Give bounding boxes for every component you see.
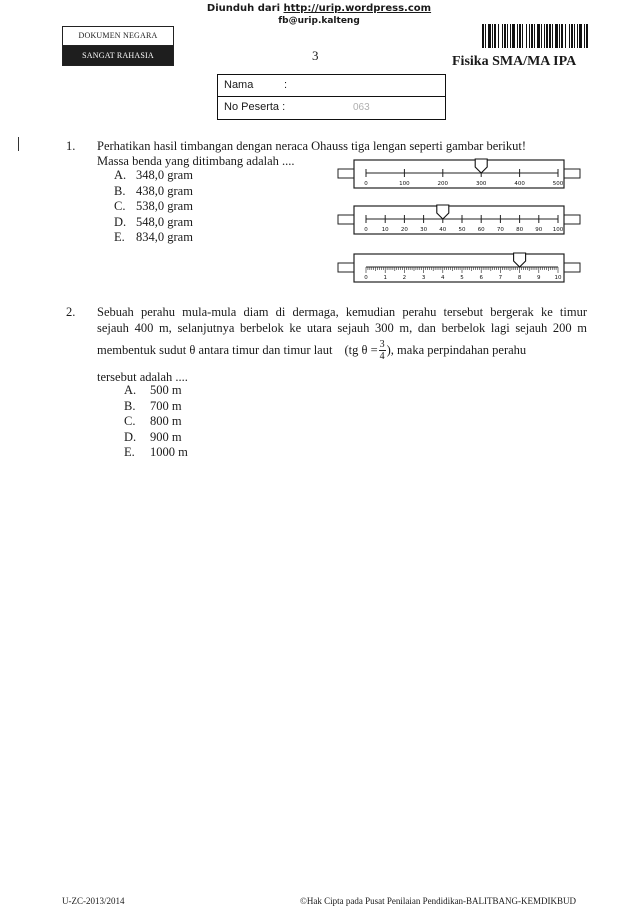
barcode-bar: [537, 24, 540, 48]
name-row: [218, 75, 445, 97]
barcode-bar: [574, 24, 575, 48]
barcode-bar: [549, 24, 551, 48]
barcode-bar: [512, 24, 515, 48]
barcode-bar: [569, 24, 570, 48]
q1-line2: Massa benda yang ditimbang adalah ....: [97, 154, 295, 168]
barcode-bar: [577, 24, 578, 48]
barcode-bar: [504, 24, 506, 48]
beam-tick-label: 5: [460, 275, 464, 281]
identity-box: [217, 74, 446, 120]
footer-code: U-ZC-2013/2014: [62, 896, 125, 906]
barcode-bar: [494, 24, 496, 48]
barcode-bar: [541, 24, 542, 48]
option-item[interactable]: C. 538,0 gram: [114, 199, 193, 213]
beam-tick-label: 2: [402, 275, 407, 281]
barcode-bar: [544, 24, 545, 48]
barcode-bar: [579, 24, 582, 48]
option-item[interactable]: C. 800 m: [124, 414, 182, 428]
barcode-bar: [510, 24, 511, 48]
option-item[interactable]: A. 500 m: [124, 383, 182, 397]
beam-tick-label: 9: [537, 275, 541, 281]
beam-tick-label: 100: [399, 181, 410, 187]
beam-end-right: [564, 263, 580, 272]
beam-tick-label: 7: [498, 275, 503, 281]
beam-tick-label: 80: [516, 227, 524, 233]
option-item[interactable]: B. 438,0 gram: [114, 183, 193, 198]
beam-tick-label: 0: [364, 181, 368, 187]
barcode-bar: [546, 24, 548, 48]
source-fb: fb@urip.kalteng: [278, 16, 360, 26]
barcode-bar: [534, 24, 535, 48]
beam-end-right: [564, 169, 580, 178]
barcode-bar: [488, 24, 491, 48]
q1-number: 1.: [66, 139, 76, 153]
name-label: Nama: [224, 79, 254, 91]
option-item[interactable]: D. 548,0 gram: [114, 214, 193, 229]
barcode-bar: [507, 24, 508, 48]
beam-end-left: [338, 215, 354, 224]
option-item[interactable]: E. 834,0 gram: [114, 230, 193, 244]
beam-tick-label: 100: [552, 227, 564, 233]
beam-end-left: [338, 263, 354, 272]
peserta-row: [218, 97, 445, 118]
q2-line1: Sebuah perahu mula-mula diam di dermaga, kemudian perahu tersebut bergerak ke timur: [97, 305, 587, 319]
subject-title: Fisika SMA/MA IPA: [452, 54, 577, 69]
frac-numerator: 3: [379, 339, 385, 350]
barcode-bar: [531, 24, 533, 48]
beam-tick-label: 6: [479, 275, 483, 281]
peserta-value: 063: [353, 102, 370, 113]
barcode-bar: [529, 24, 530, 48]
beam-tick-label: 4: [441, 275, 445, 281]
barcode-icon: [482, 24, 588, 48]
beam-end-right: [564, 215, 580, 224]
page-number: 3: [312, 48, 319, 63]
peserta-label: No Peserta :: [224, 101, 286, 113]
barcode-bar: [522, 24, 523, 48]
beam-tick-label: 50: [458, 227, 466, 233]
option-item[interactable]: D. 900 m: [124, 429, 182, 444]
beam-tick-label: 500: [552, 181, 564, 187]
beam-tick-label: 0: [364, 227, 368, 233]
barcode-bar: [561, 24, 563, 48]
q2-number: 2.: [66, 305, 76, 319]
beam-end-left: [338, 169, 354, 178]
option-item[interactable]: A. 348,0 gram: [114, 168, 193, 182]
barcode-bar: [502, 24, 503, 48]
option-item[interactable]: B. 700 m: [124, 398, 182, 413]
beam-tick-label: 70: [496, 227, 504, 233]
barcode-bar: [519, 24, 521, 48]
q2-line2: sejauh 400 m, selanjutnya berbelok ke utara sejauh 300 m, dan berbelok lagi sejauh 200 m: [97, 321, 587, 335]
doc-label-bottom: SANGAT RAHASIA: [63, 46, 173, 65]
frac-denominator: 4: [379, 351, 385, 362]
beam-tick-label: 8: [517, 275, 522, 281]
barcode-bar: [552, 24, 553, 48]
source-line: [0, 3, 638, 14]
footer-copyright: ©Hak Cipta pada Pusat Penilaian Pendidikan-BALITBANG-KEMDIKBUD: [300, 896, 577, 906]
beam-tick-label: 3: [421, 275, 426, 281]
beam-tick-label: 90: [535, 227, 543, 233]
source-prefix: Diunduh dari: [206, 3, 284, 14]
barcode-bar: [565, 24, 566, 48]
beam-body: [354, 160, 564, 188]
q2-line3-a: membentuk sudut θ antara timur dan timur laut: [97, 343, 333, 357]
barcode-bar: [586, 24, 588, 48]
q1-line1: Perhatikan hasil timbangan dengan neraca Ohauss tiga lengan seperti gambar berikut!: [97, 139, 527, 153]
barcode-bar: [485, 24, 486, 48]
option-item[interactable]: E. 1000 m: [124, 445, 188, 459]
barcode-bar: [555, 24, 558, 48]
beam-tick-label: 0: [364, 275, 368, 281]
tg-fraction: [379, 339, 386, 362]
doc-label-top: DOKUMEN NEGARA: [63, 27, 173, 46]
source-url[interactable]: http://urip.wordpress.com: [283, 3, 432, 14]
barcode-bar: [482, 24, 484, 48]
q1-options: [114, 168, 193, 246]
beam-tick-label: 30: [420, 227, 428, 233]
beam-tick-label: 20: [400, 227, 408, 233]
barcode-bar: [498, 24, 499, 48]
barcode-bar: [526, 24, 527, 48]
beam-tick-label: 200: [437, 181, 449, 187]
barcode-bar: [492, 24, 493, 48]
margin-mark: [18, 137, 19, 151]
beam-tick-label: 40: [439, 227, 447, 233]
beam-tick-label: 10: [554, 275, 562, 281]
q2-options: [124, 383, 188, 461]
barcode-bar: [559, 24, 560, 48]
beam-tick-label: 1: [383, 275, 387, 281]
beam-tick-label: 10: [381, 227, 389, 233]
q2-line4: tersebut adalah ....: [97, 370, 188, 384]
barcode-bar: [517, 24, 518, 48]
document-classification-box: [62, 26, 174, 66]
name-colon: :: [284, 79, 288, 91]
barcode-bar: [571, 24, 573, 48]
barcode-bar: [584, 24, 585, 48]
beam-tick-label: 300: [475, 181, 487, 187]
q2-line3: [97, 339, 587, 362]
q2-line3-b: (tg θ =: [344, 343, 378, 357]
beam-tick-label: 60: [477, 227, 485, 233]
q2-line3-c: ), maka perpindahan perahu: [386, 343, 527, 357]
ohaus-balance-diagram: [336, 156, 584, 296]
beam-tick-label: 400: [514, 181, 525, 187]
